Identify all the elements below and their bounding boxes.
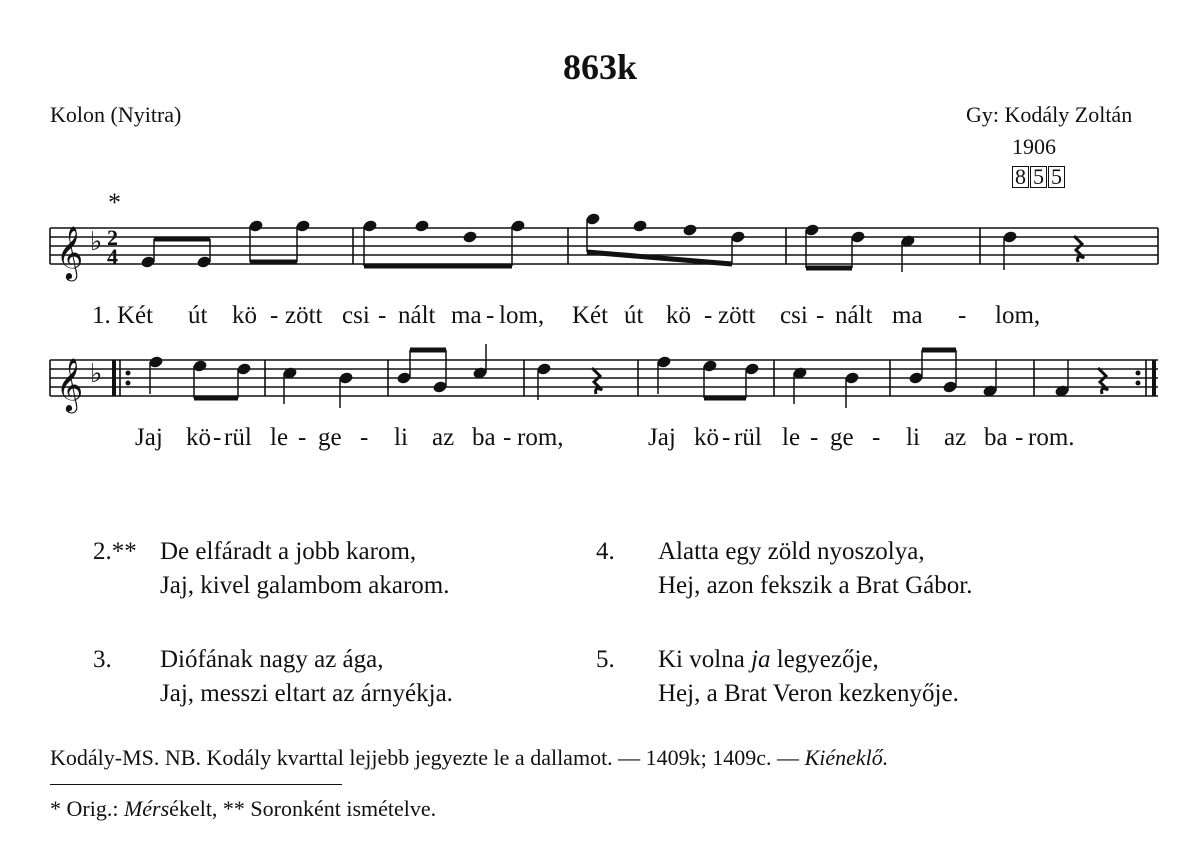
- source-note-text: Kodály-MS. NB. Kodály kvarttal lejjebb jegyezte le a dallamot. — 1409k; 1409c. —: [50, 745, 805, 770]
- lyric-syllable: kö: [186, 424, 211, 451]
- verse-2-line-2: Jaj, kivel galambom akarom.: [160, 572, 450, 599]
- source-note: [50, 745, 888, 771]
- lyric-syllable: ma: [451, 302, 482, 329]
- verse-5-line-1-italic: ja: [751, 646, 771, 673]
- lyric-syllable: Jaj: [135, 424, 163, 451]
- lyric-hyphen: -: [1015, 424, 1024, 451]
- lyric-syllable: rom,: [517, 424, 564, 451]
- lyric-syllable: Jaj: [648, 424, 676, 451]
- lyric-syllable: li: [394, 424, 408, 451]
- lyric-syllable: ba: [472, 424, 496, 451]
- footnote-text-e: é: [169, 796, 179, 821]
- lyric-syllable: 1. Két: [92, 302, 154, 329]
- lyric-syllable: lom,: [995, 302, 1041, 329]
- lyric-hyphen: -: [378, 302, 387, 329]
- meter-box: 5: [1030, 166, 1047, 188]
- lyric-syllable: kö: [232, 302, 257, 329]
- source-note-italic: Kiéneklő.: [804, 745, 889, 770]
- page-title: 863k: [562, 47, 638, 87]
- lyric-hyphen: -: [360, 424, 369, 451]
- lyric-syllable: rül: [734, 424, 762, 451]
- footnote-text-b: kelt, ** Soronként ismételve.: [178, 796, 437, 821]
- footnote-divider: [50, 784, 342, 785]
- lyric-syllable: le: [782, 424, 801, 451]
- lyric-syllable: li: [906, 424, 920, 451]
- lyric-hyphen: -: [816, 302, 825, 329]
- flat-icon: ♭: [90, 227, 103, 257]
- lyric-syllable: kö: [694, 424, 719, 451]
- verse-2-line-1: De elfáradt a jobb karom,: [160, 538, 417, 565]
- lyric-syllable: ge: [830, 424, 854, 451]
- lyric-syllable: rül: [224, 424, 252, 451]
- lyric-syllable: út: [188, 302, 208, 329]
- lyric-syllable: zött: [285, 302, 323, 329]
- verse-4-line-1: Alatta egy zöld nyoszolya,: [658, 538, 925, 565]
- lyric-hyphen: -: [213, 424, 222, 451]
- verse-3-number: 3.: [93, 646, 112, 673]
- tempo-footnote-mark: *: [108, 188, 121, 217]
- lyric-syllable: ma: [892, 302, 923, 329]
- lyrics-line-2: [0, 424, 1200, 460]
- lyric-syllable: kö: [666, 302, 691, 329]
- quarter-rest-icon: [592, 368, 602, 394]
- lyric-syllable: nált: [835, 302, 873, 329]
- notes-line-2: [149, 344, 1069, 408]
- lyric-syllable: az: [944, 424, 967, 451]
- lyric-syllable: rom.: [1028, 424, 1075, 451]
- verse-5-line-1-start: Ki volna: [658, 646, 752, 673]
- staff-2: [0, 0, 1200, 430]
- lyric-hyphen: -: [298, 424, 307, 451]
- meter-box: 8: [1012, 166, 1029, 188]
- quarter-rest-icon: [1098, 368, 1108, 394]
- lyric-syllable: lom,: [499, 302, 545, 329]
- lyric-hyphen: -: [270, 302, 279, 329]
- verse-5-line-1: [658, 646, 879, 674]
- verse-2-number: 2.**: [93, 538, 137, 565]
- treble-clef-icon: 𝄞: [56, 357, 84, 411]
- lyric-hyphen: -: [722, 424, 731, 451]
- lyric-hyphen: -: [486, 302, 495, 329]
- footnote: [50, 796, 436, 822]
- lyric-syllable: csi: [780, 302, 808, 329]
- year-label: 1906: [1012, 134, 1056, 159]
- meter-box: 5: [1048, 166, 1065, 188]
- footnote-italic-1: Mérs: [123, 796, 170, 821]
- lyric-hyphen: -: [704, 302, 713, 329]
- time-signature-bottom: 4: [107, 244, 118, 269]
- footnote-text-a: * Orig.:: [50, 796, 124, 821]
- lyric-syllable: csi: [342, 302, 370, 329]
- lyric-hyphen: -: [503, 424, 512, 451]
- verse-4-number: 4.: [596, 538, 615, 565]
- lyric-hyphen: -: [872, 424, 881, 451]
- verse-5-number: 5.: [596, 646, 615, 673]
- place-label: Kolon (Nyitra): [50, 102, 182, 127]
- lyric-syllable: ge: [318, 424, 342, 451]
- verse-5-line-2: Hej, a Brat Veron kezkenyője.: [658, 680, 959, 707]
- verse-4-line-2: Hej, azon fekszik a Brat Gábor.: [658, 572, 973, 599]
- verse-5-line-1-end: legyezője,: [770, 646, 879, 673]
- time-signature-top: 2: [107, 225, 118, 250]
- lyric-syllable: ba: [984, 424, 1008, 451]
- lyric-syllable: az: [432, 424, 455, 451]
- lyric-hyphen: -: [810, 424, 819, 451]
- verse-3-line-1: Diófának nagy az ága,: [160, 646, 384, 673]
- lyric-syllable: út: [624, 302, 644, 329]
- collector-label: Gy: Kodály Zoltán: [966, 102, 1133, 127]
- lyric-syllable: le: [270, 424, 289, 451]
- lyric-syllable: zött: [718, 302, 756, 329]
- verse-3-line-2: Jaj, messzi eltart az árnyékja.: [160, 680, 453, 707]
- lyric-syllable: Két: [572, 302, 609, 329]
- flat-icon: ♭: [90, 359, 103, 389]
- treble-clef-icon: 𝄞: [56, 225, 84, 279]
- lyric-syllable: nált: [398, 302, 436, 329]
- lyric-hyphen: -: [958, 302, 967, 329]
